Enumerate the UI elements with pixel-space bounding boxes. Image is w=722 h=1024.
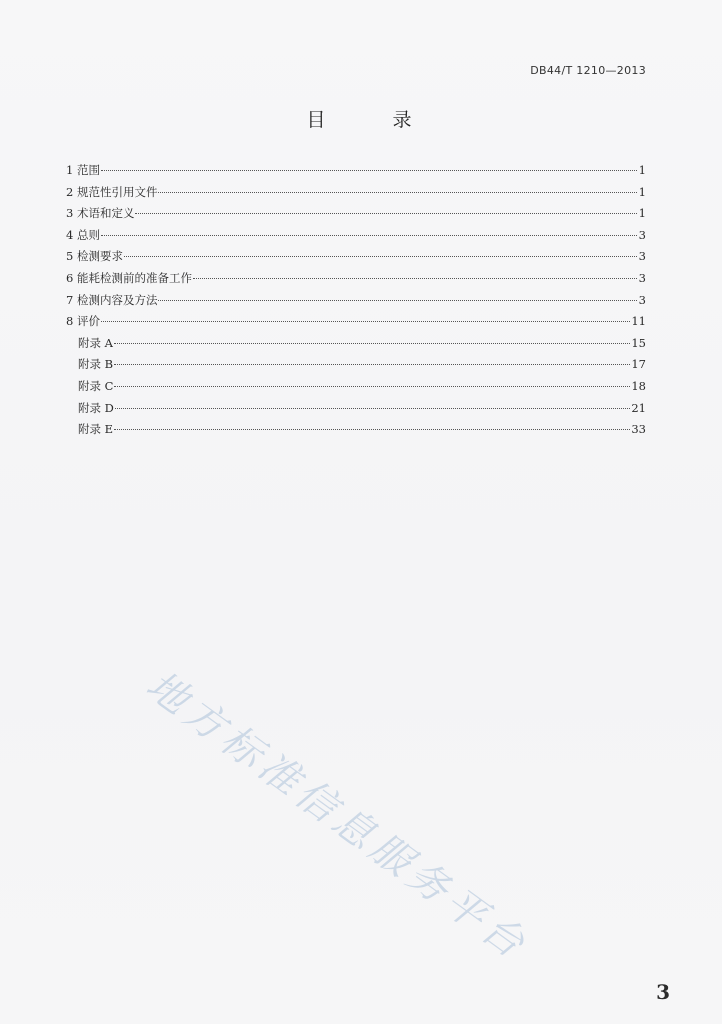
toc-entry-label: 3 术语和定义 xyxy=(66,206,135,221)
page-number: 3 xyxy=(656,980,670,1004)
toc-entry-label: 6 能耗检测前的准备工作 xyxy=(66,270,192,285)
leader-dots xyxy=(101,161,637,171)
leader-dots xyxy=(158,291,637,301)
toc-entry-page: 1 xyxy=(638,206,646,221)
toc-entry-page: 33 xyxy=(631,422,646,437)
toc-entry-label: 5 检测要求 xyxy=(66,249,123,264)
toc-entry-label: 附录 A xyxy=(78,335,113,350)
toc-entry-page: 3 xyxy=(638,270,646,285)
toc-entry-label: 2 规范性引用文件 xyxy=(66,184,158,199)
leader-dots xyxy=(115,399,630,409)
standard-code: DB44/T 1210—2013 xyxy=(530,64,646,77)
watermark: 地方标准信息服务平台 xyxy=(137,662,537,970)
toc-entry-appendix[interactable] xyxy=(66,398,646,420)
toc-entry-label: 附录 B xyxy=(78,357,114,372)
leader-dots xyxy=(114,377,630,387)
toc-entry-label: 8 评价 xyxy=(66,314,100,329)
toc-entry-page: 3 xyxy=(638,292,646,307)
toc-entry-page: 11 xyxy=(631,314,646,329)
toc-entry-page: 18 xyxy=(631,378,646,393)
toc-entry[interactable] xyxy=(66,182,646,204)
leader-dots xyxy=(114,355,630,365)
toc-entry-page: 1 xyxy=(638,163,646,177)
table-of-contents xyxy=(66,160,646,441)
toc-entry[interactable] xyxy=(66,311,646,333)
leader-dots xyxy=(114,420,630,430)
toc-entry-label: 1 范围 xyxy=(66,163,100,177)
toc-entry-page: 3 xyxy=(638,227,646,242)
leader-dots xyxy=(193,269,637,279)
toc-entry[interactable] xyxy=(66,246,646,268)
toc-entry[interactable] xyxy=(66,225,646,247)
toc-entry[interactable] xyxy=(66,268,646,290)
toc-entry-page: 17 xyxy=(631,357,646,372)
toc-entry[interactable] xyxy=(66,290,646,312)
toc-entry-appendix[interactable] xyxy=(66,376,646,398)
toc-entry-label: 4 总则 xyxy=(66,227,100,242)
leader-dots xyxy=(135,204,637,214)
toc-entry-appendix[interactable] xyxy=(66,419,646,441)
toc-entry-page: 1 xyxy=(638,184,646,199)
toc-entry-label: 附录 D xyxy=(78,400,114,415)
toc-entry-appendix[interactable] xyxy=(66,333,646,355)
toc-entry-label: 7 检测内容及方法 xyxy=(66,292,158,307)
toc-entry-page: 15 xyxy=(631,335,646,350)
toc-title: 目 录 xyxy=(306,109,436,131)
toc-entry-label: 附录 C xyxy=(78,378,114,393)
toc-entry[interactable] xyxy=(66,160,646,182)
leader-dots xyxy=(101,226,637,236)
leader-dots xyxy=(124,247,637,257)
toc-entry-page: 3 xyxy=(638,249,646,264)
toc-entry-appendix[interactable] xyxy=(66,354,646,376)
leader-dots xyxy=(114,334,630,344)
toc-entry[interactable] xyxy=(66,203,646,225)
leader-dots xyxy=(101,312,630,322)
leader-dots xyxy=(158,183,637,193)
toc-entry-label: 附录 E xyxy=(78,422,114,437)
toc-entry-page: 21 xyxy=(631,400,646,415)
